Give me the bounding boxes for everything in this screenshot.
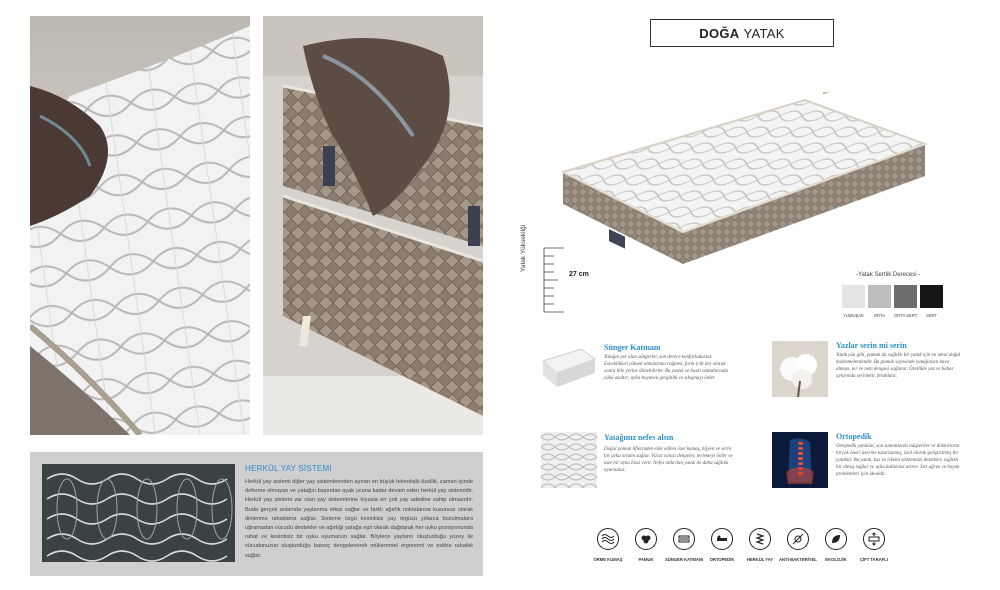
height-label: Yatak Yüksekliği — [520, 224, 527, 272]
product-title-bold: DOĞA — [699, 25, 740, 41]
feature-eco — [816, 528, 856, 562]
orthopedic-icon — [711, 528, 733, 550]
foam-layer-image — [541, 341, 597, 397]
spring-system-image — [42, 464, 235, 562]
photo-bed-side — [263, 16, 483, 435]
firmness-swatch — [920, 285, 943, 308]
product-title — [650, 19, 834, 47]
firmness-label: ORTA — [873, 313, 886, 318]
firmness-level-soft — [842, 285, 865, 318]
icon-label: ÖRME KUMAŞ — [593, 557, 623, 562]
feature-title-cotton: Yazlar serin mi serin — [836, 341, 907, 350]
feature-orthopedic — [702, 528, 742, 562]
feature-foam-layer — [664, 528, 704, 562]
eco-icon — [825, 528, 847, 550]
firmness-scale — [842, 285, 943, 318]
firmness-swatch — [894, 285, 917, 308]
firmness-label: ORTA SERT — [894, 313, 918, 318]
spring-system-description: Herkül yay sistemi diğer yay sistemlerinden ayıran en büyük teknolojik özellik, zaman içinde deforme olmayan ve yatağın başından ayak ucuna kadar devam eden herkül yay sistemidir. Herkül yay sistemi var olan yay sistemlerine kıyasla en çok yay adedine sahip olmasıdır. Buda gerçek anlamda yaylanma etkisi sağlar ve farklı ağırlık noktalarına kusursuz olarak dinlenme rahatlama sağlar. Sisteme özgü kesintisiz yay örgüsü yıllarca bozulmalara uğramadan vücudu destekler ve ağırlığı yatağa eşit olarak dağıtarak her uyku pozisyonunda rahat ve kesintisiz bir uyku uyumanızı sağlar. Böylece yayların oluşturduğu yüzey ile vücudunuzun oluşturduğu basınç dengelenerek mükemmel ergonomi ve esktra rahatlık sağlar. — [245, 479, 473, 559]
feature-text-cotton: Yatak yün gibi, pamuk da sağlıklı bir yatak için en ideal doğal malzemelerdendir. Bu pamuk sayesinde yatağınızın hava alması, ter ve nem dengesi sağlanır. Özellikle yaz ve bahar aylarında serinletir, ferahlatır. — [836, 353, 961, 379]
height-scale — [538, 246, 598, 316]
feature-anti-bacterial — [778, 528, 818, 562]
photo-mattress-closeup — [30, 16, 250, 435]
feature-title-foam: Sünger Katmanı — [604, 343, 661, 352]
feature-spring — [740, 528, 780, 562]
double-sided-icon — [863, 528, 885, 550]
cotton-image — [772, 341, 828, 397]
firmness-level-firm — [920, 285, 943, 318]
cotton-icon — [635, 528, 657, 550]
icon-label: SÜNGER KATMANI — [664, 557, 704, 562]
feature-text-foam: Yatağın yer alan süngerler, son derece konforludurlar. Esneklikleri yüksek olmalarına rağmen, form (cilt de) olarak sonra bile yerine dönebilirler. Bu yastık ve baskı noktalarında yükü azaltır; uyku boyunca gerginlik ve sıkışmayı önler. — [604, 355, 729, 381]
feature-text-orthopedic: Ortopedik yataklar, son zamanlarda müşteriler ve doktorların birçok öneri üzerine tasarlanmış, özel olarak geliştirilmiş bir yataktır. Bu yatak, kas ve iskelet sisteminizi destekler, sağlıklı bir duruş sağlar ve uyku kalitenizi artırır. Sırt ağrısı ve boyun problemleri için idealdir. — [836, 444, 960, 477]
icon-label: ANTİ-BAKTERİYEL — [779, 557, 817, 562]
features-icon-row — [593, 528, 896, 578]
icon-label: HERKÜL YAY — [746, 557, 774, 562]
spring-system-panel — [30, 452, 483, 576]
firmness-swatch — [868, 285, 891, 308]
firmness-title: -Yatak Sertlik Derecesi - — [856, 272, 921, 278]
anti-bacterial-icon — [787, 528, 809, 550]
hero-mattress-image — [555, 92, 935, 267]
firmness-label: YUMUŞAK — [843, 313, 864, 318]
product-title-rest: YATAK — [743, 25, 785, 41]
spring-system-title: HERKÜL YAY SİSTEMİ — [245, 464, 332, 473]
spring-icon — [749, 528, 771, 550]
feature-knit-fabric — [588, 528, 628, 562]
icon-label: ORTOPEDİK — [709, 557, 735, 562]
firmness-level-medium — [868, 285, 891, 318]
foam-layer-icon — [673, 528, 695, 550]
feature-text-breathable: Doğal pamuk liflerinden elde edilen özel kumaş, hijyen ve serin bir uyku ortamı sağlar. Vücut ısınızı dengeler, terlemeyi önler ve taze bir uyku hissi verir. Nefes aldırılan yatak ile daha sağlıklı uyursunuz. — [604, 447, 733, 473]
icon-label: PAMUK — [638, 557, 654, 562]
breathable-fabric-image — [541, 432, 597, 488]
icon-label: EKOLOJİK — [825, 557, 847, 562]
orthopedic-image — [772, 432, 828, 488]
height-value: 27 cm — [569, 271, 589, 278]
feature-title-breathable: Yatağınız nefes alsın — [604, 433, 674, 442]
feature-cotton — [626, 528, 666, 562]
firmness-level-medium-firm — [894, 285, 917, 318]
feature-title-orthopedic: Ortopedik — [836, 432, 872, 441]
firmness-label: SERT — [925, 313, 938, 318]
feature-double-sided — [854, 528, 894, 562]
firmness-swatch — [842, 285, 865, 308]
icon-label: ÇİFT TARAFLI — [859, 557, 889, 562]
knit-fabric-icon — [597, 528, 619, 550]
